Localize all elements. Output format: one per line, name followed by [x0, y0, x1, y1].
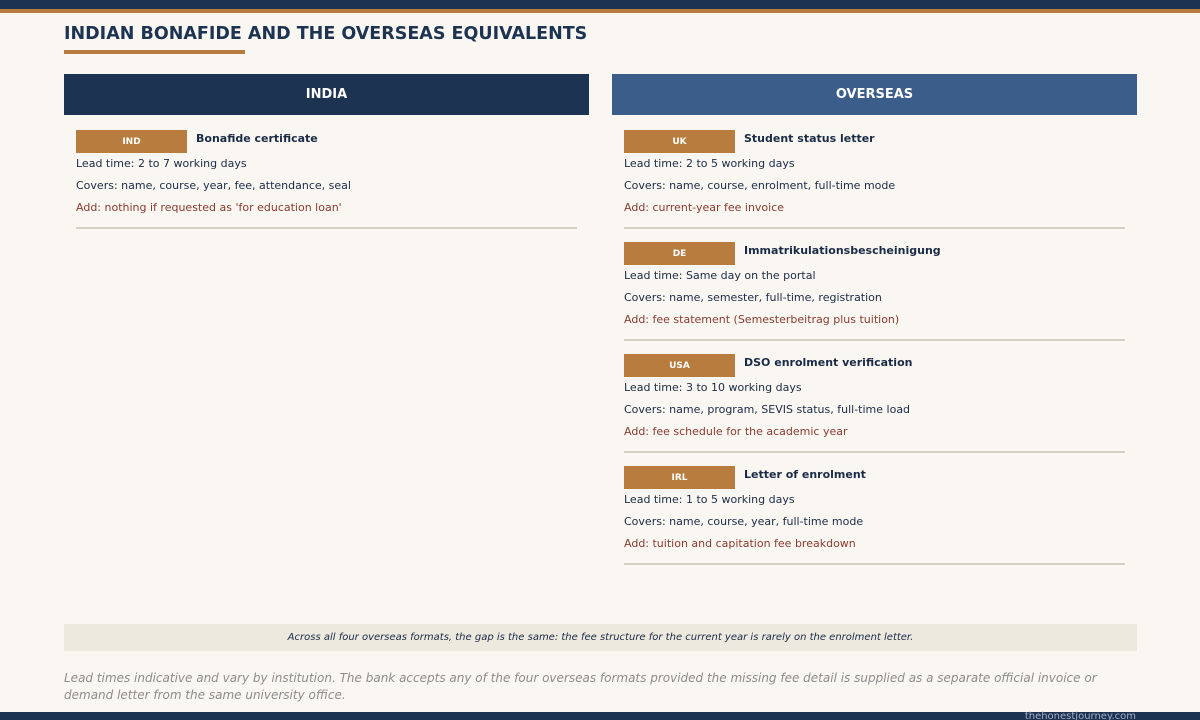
title-underline [64, 50, 245, 54]
top-gold-stripe [0, 9, 1200, 13]
site-credit: thehonestjourney.com [1024, 711, 1136, 720]
add-text: Add: fee statement (Semesterbeitrag plus tuition) [624, 313, 900, 326]
covers-text: Covers: name, semester, full-time, registration [624, 291, 882, 304]
add-text: Add: fee schedule for the academic year [624, 425, 848, 438]
overseas-card-usa [624, 354, 1125, 466]
country-badge: IND [76, 130, 187, 153]
card-divider [76, 227, 577, 229]
document-name: Letter of enrolment [744, 468, 866, 481]
india-card-ind [76, 130, 577, 242]
card-divider [624, 563, 1125, 565]
lead-time: Lead time: 3 to 10 working days [624, 381, 802, 394]
overseas-card-irl [624, 466, 1125, 578]
covers-text: Covers: name, course, year, fee, attendance, seal [76, 179, 351, 192]
country-badge: IRL [624, 466, 735, 489]
document-name: Bonafide certificate [196, 132, 318, 145]
overseas-header-label: OVERSEAS [835, 87, 914, 102]
overseas-card-de [624, 242, 1125, 354]
india-header-label: INDIA [305, 87, 348, 102]
card-divider [624, 451, 1125, 453]
overseas-column-header [612, 74, 1137, 115]
country-badge: UK [624, 130, 735, 153]
lead-time: Lead time: 2 to 5 working days [624, 157, 795, 170]
lead-time: Lead time: 1 to 5 working days [624, 493, 795, 506]
document-name: Student status letter [744, 132, 875, 145]
add-text: Add: current-year fee invoice [624, 201, 785, 214]
card-divider [624, 227, 1125, 229]
covers-text: Covers: name, course, year, full-time mode [624, 515, 864, 528]
bottom-accent-bar [0, 712, 1200, 720]
country-badge: DE [624, 242, 735, 265]
page-title: INDIAN BONAFIDE AND THE OVERSEAS EQUIVALENTS [64, 24, 588, 44]
document-name: Immatrikulationsbescheinigung [744, 244, 941, 257]
overseas-card-uk [624, 130, 1125, 242]
covers-text: Covers: name, course, enrolment, full-time mode [624, 179, 896, 192]
add-text: Add: tuition and capitation fee breakdown [624, 537, 856, 550]
footnote: Lead times indicative and vary by institution. The bank accepts any of the four overseas formats provided the missing fee detail is supplied as a separate official invoice or demand letter from the same university office. [64, 671, 1097, 702]
covers-text: Covers: name, program, SEVIS status, full-time load [624, 403, 911, 416]
india-column-header [64, 74, 589, 115]
card-divider [624, 339, 1125, 341]
document-name: DSO enrolment verification [744, 356, 913, 369]
top-accent-bar [0, 0, 1200, 9]
add-text: Add: nothing if requested as 'for education loan' [76, 201, 342, 214]
summary-note-text: Across all four overseas formats, the gap is the same: the fee structure for the current year is rarely on the enrolment letter. [287, 632, 914, 643]
lead-time: Lead time: 2 to 7 working days [76, 157, 247, 170]
country-badge: USA [624, 354, 735, 377]
summary-note [64, 624, 1137, 651]
lead-time: Lead time: Same day on the portal [624, 269, 816, 282]
